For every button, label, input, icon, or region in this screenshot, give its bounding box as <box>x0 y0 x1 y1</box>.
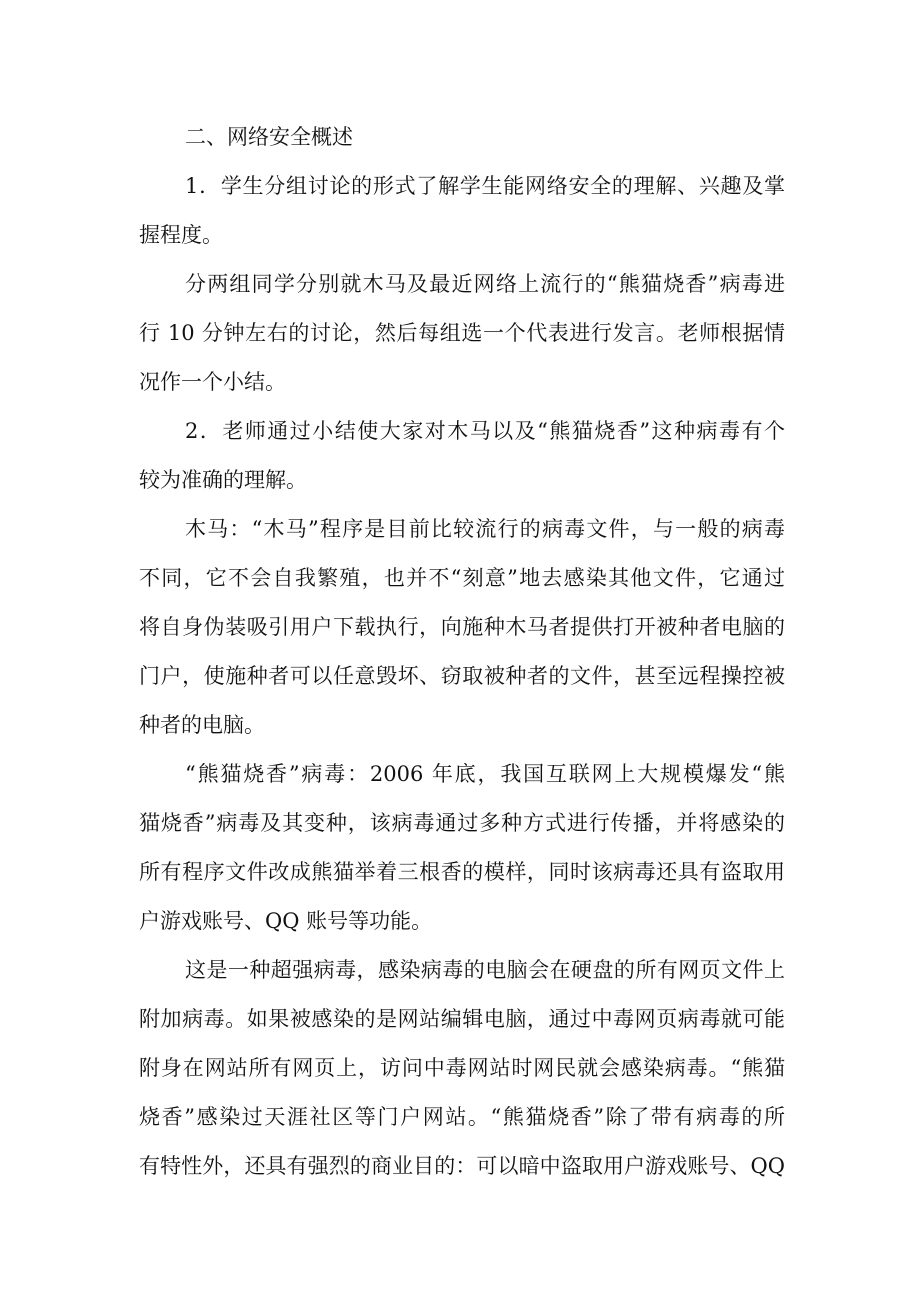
paragraph-6-line-3: 附身在网站所有网页上，访问中毒网站时网民就会感染病毒。“熊猫 <box>139 1056 785 1080</box>
paragraph-4-line-1: 木马：“木马”程序是目前比较流行的病毒文件，与一般的病毒 <box>185 517 785 541</box>
paragraph-1-line-2: 握程度。 <box>139 223 223 247</box>
paragraph-5-line-4: 户游戏账号、QQ 账号等功能。 <box>139 909 433 933</box>
paragraph-6-line-4: 烧香”感染过天涯社区等门户网站。“熊猫烧香”除了带有病毒的所 <box>139 1105 785 1129</box>
paragraph-5-line-3: 所有程序文件改成熊猫举着三根香的模样，同时该病毒还具有盗取用 <box>139 860 785 884</box>
paragraph-4-line-3: 将自身伪装吸引用户下载执行，向施种木马者提供打开被种者电脑的 <box>139 615 785 639</box>
paragraph-2-line-3: 况作一个小结。 <box>139 370 286 394</box>
paragraph-5-line-2: 猫烧香”病毒及其变种，该病毒通过多种方式进行传播，并将感染的 <box>139 811 785 835</box>
paragraph-6-line-1: 这是一种超强病毒，感染病毒的电脑会在硬盘的所有网页文件上 <box>185 958 785 982</box>
paragraph-5-line-1: “熊猫烧香”病毒：2006 年底，我国互联网上大规模爆发“熊 <box>185 762 785 786</box>
paragraph-2-line-2: 行 10 分钟左右的讨论，然后每组选一个代表进行发言。老师根据情 <box>139 321 785 345</box>
paragraph-4-line-4: 门户，使施种者可以任意毁坏、窃取被种者的文件，甚至远程操控被 <box>139 664 785 688</box>
paragraph-3-line-2: 较为准确的理解。 <box>139 468 307 492</box>
paragraph-4-line-5: 种者的电脑。 <box>139 713 265 737</box>
paragraph-1-line-1: 1．学生分组讨论的形式了解学生能网络安全的理解、兴趣及掌 <box>185 174 785 198</box>
paragraph-2-line-1: 分两组同学分别就木马及最近网络上流行的“熊猫烧香”病毒进 <box>185 272 785 296</box>
section-heading: 二、网络安全概述 <box>185 125 353 149</box>
paragraph-4-line-2: 不同，它不会自我繁殖，也并不“刻意”地去感染其他文件，它通过 <box>139 566 785 590</box>
paragraph-6-line-2: 附加病毒。如果被感染的是网站编辑电脑，通过中毒网页病毒就可能 <box>139 1007 785 1031</box>
paragraph-6-line-5: 有特性外，还具有强烈的商业目的：可以暗中盗取用户游戏账号、QQ <box>139 1154 785 1178</box>
paragraph-3-line-1: 2．老师通过小结使大家对木马以及“熊猫烧香”这种病毒有个 <box>185 419 785 443</box>
